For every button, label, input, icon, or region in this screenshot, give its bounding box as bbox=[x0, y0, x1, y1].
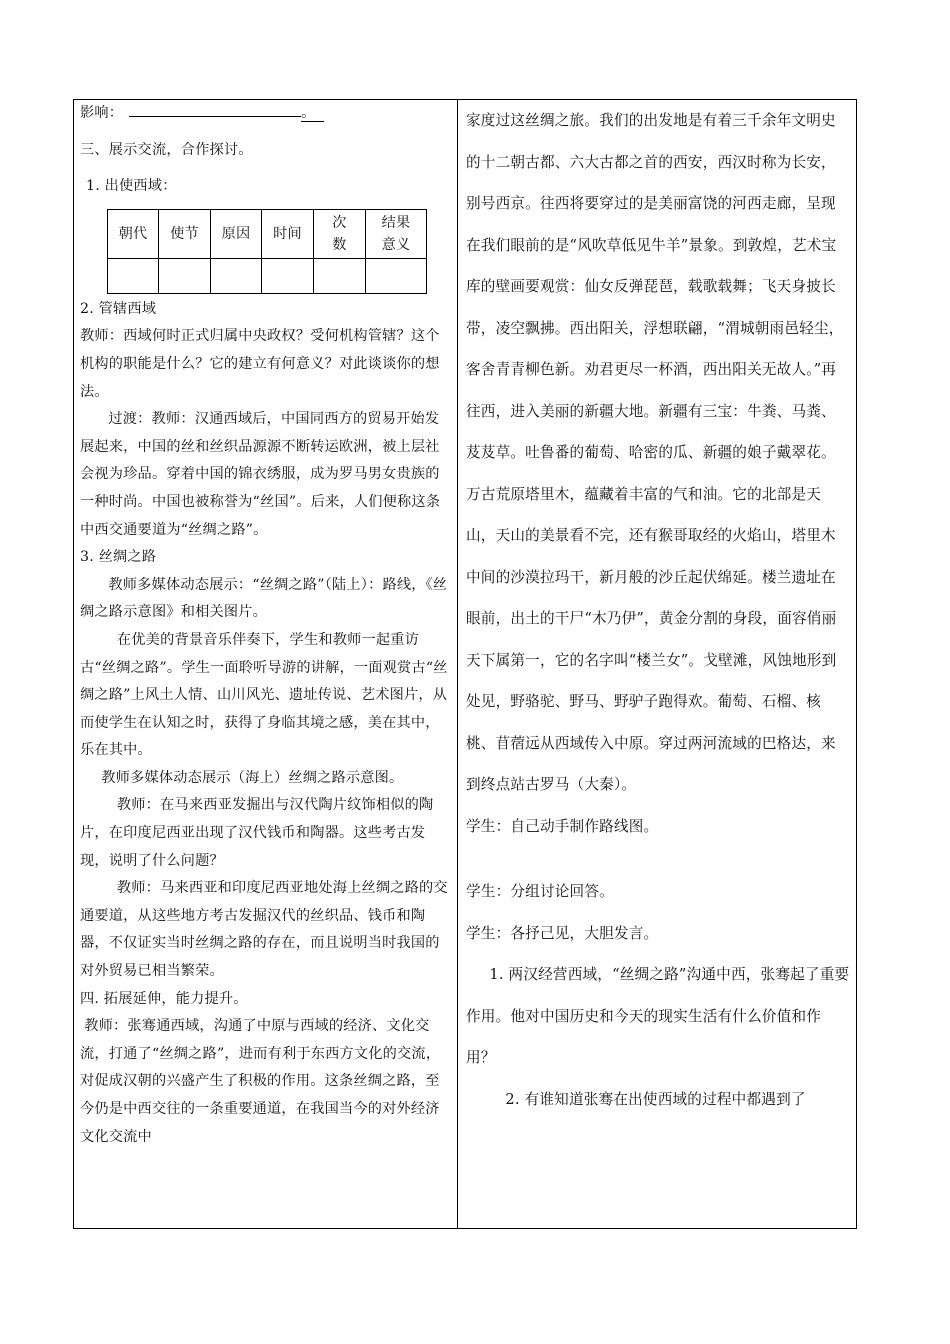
table-cell[interactable] bbox=[108, 258, 159, 293]
table-cell[interactable] bbox=[211, 258, 262, 293]
impact-line bbox=[80, 100, 452, 128]
th-count: 次 数 bbox=[314, 209, 366, 258]
impact-label: 影响： bbox=[80, 105, 124, 121]
table-cell[interactable] bbox=[366, 258, 427, 293]
teacher-extension-text: 教师：张骞通西域，沟通了中原与西域的经济、文化交流，打通了“丝绸之路”，进而有利于东西方文化的交流，对促成汉朝的兴盛产生了积极的作用。这条丝绸之路，至今仍是中西交往的一条重要通道，在我国当今的对外经济文化交流中 bbox=[80, 1018, 441, 1145]
item3-title: 3. 丝绸之路 bbox=[80, 549, 157, 566]
music-text: 在优美的背景音乐伴奏下，学生和教师一起重访古“丝绸之路”。学生一面聆听导游的讲解，一面观赏古“丝绸之路”上风土人情、山川风光、遗址传说、艺术图片，从而使学生在认知之时，获得了身临其境之感，美在其中，乐在其中。 bbox=[80, 631, 448, 759]
th-reason: 原因 bbox=[211, 209, 262, 258]
question-1: 1. 两汉经营西域，“丝绸之路”沟通中西，张骞起了重要作用。他对中国历史和今天的现实生活有什么价值和作用？ bbox=[466, 966, 850, 1066]
transition-text: 过渡：教师：汉通西域后，中国同西方的贸易开始发展起来，中国的丝和丝织品源源不断转运欧洲，被上层社会视为珍品。穿着中国的锦衣绣服，成为罗马男女贵族的一种时尚。中国也被称誉为“丝国”。后来，人们便称这条中西交通要道为“丝绸之路”。 bbox=[80, 411, 441, 538]
th-result: 结果 意义 bbox=[366, 209, 427, 258]
media-sea-text: 教师多媒体动态展示（海上）丝绸之路示意图。 bbox=[101, 769, 404, 786]
impact-blank bbox=[129, 102, 301, 117]
th-envoy: 使节 bbox=[159, 209, 211, 258]
student-activity-1: 学生：自己动手制作路线图。 bbox=[466, 817, 659, 835]
question-2: 2. 有谁知道张骞在出使西域的过程中都遇到了 bbox=[505, 1090, 806, 1108]
impact-tail: 。 bbox=[301, 105, 323, 122]
journey-text: 家度过这丝绸之旅。我们的出发地是有着三千余年文明史的十二朝古都、六大古都之首的西安，西汉时称为长安，别号西京。往西将要穿过的是美丽富饶的河西走廊，呈现在我们眼前的是“风吹草低见牛羊”景象。到敦煌，艺术宝库的壁画要观赏：仙女反弹琵琶，载歌载舞；飞天身披长带，凌空飘拂。西出阳关，浮想联翩，“渭城朝雨邑轻尘，客舍青青柳色新。劝君更尽一杯酒，西出阳关无故人。”再往西，进入美丽的新疆大地。新疆有三宝：牛粪、马粪、芨芨草。吐鲁番的葡萄、哈密的瓜、新疆的娘子戴翠花。万古荒原塔里木，蕴藏着丰富的气和油。它的北部是天山，天山的美景看不完，还有猴哥取经的火焰山，塔里木中间的沙漠拉玛干，新月般的沙丘起伏绵延。楼兰遗址在眼前，出土的干尸“木乃伊”，黄金分割的身段，面容俏丽天下属第一，它的名字叫“楼兰女”。戈壁滩，风蚀地形到处见，野骆驼、野马、野驴子跑得欢。葡萄、石榴、核桃、苜蓿远从西域传入中原。穿过两河流域的巴格达，来到终点站古罗马（大秦）。 bbox=[466, 112, 844, 793]
teacher-find-text: 教师：在马来西亚发掘出与汉代陶片纹饰相似的陶片，在印度尼西亚出现了汉代钱币和陶器。这些考古发现，说明了什么问题？ bbox=[80, 797, 434, 869]
teacher-question: 教师：西域何时正式归属中央政权？受何机构管辖？这个机构的职能是什么？它的建立有何意义？对此谈谈你的想法。 bbox=[80, 328, 440, 400]
table-cell[interactable] bbox=[159, 258, 211, 293]
right-column bbox=[466, 100, 850, 1229]
mission-table bbox=[107, 209, 427, 294]
spacer bbox=[466, 847, 850, 871]
student-activity-2: 学生：分组讨论回答。 bbox=[466, 883, 614, 900]
table-cell[interactable] bbox=[314, 258, 366, 293]
media-land-text: 教师多媒体动态展示：“丝绸之路”（陆上）：路线，《丝绸之路示意图》和相关图片。 bbox=[80, 576, 448, 621]
column-divider bbox=[457, 99, 458, 1229]
item1-title: 1. 出使西域： bbox=[86, 178, 177, 195]
left-column bbox=[80, 100, 452, 1229]
teacher-answer-text: 教师：马来西亚和印度尼西亚地处海上丝绸之路的交通要道，从这些地方考古发掘汉代的丝织品、钱币和陶器，不仅证实当时丝绸之路的存在，而且说明当时我国的对外贸易已相当繁荣。 bbox=[80, 880, 448, 980]
th-time: 时间 bbox=[262, 209, 314, 258]
section3-title: 三、展示交流，合作探讨。 bbox=[80, 141, 253, 158]
th-dynasty: 朝代 bbox=[108, 209, 159, 258]
student-activity-3: 学生：各抒己见，大胆发言。 bbox=[466, 924, 659, 942]
table-cell[interactable] bbox=[262, 258, 314, 293]
section4-title: 四. 拓展延伸，能力提升。 bbox=[80, 990, 248, 1007]
item2-title: 2. 管辖西域 bbox=[80, 300, 157, 317]
